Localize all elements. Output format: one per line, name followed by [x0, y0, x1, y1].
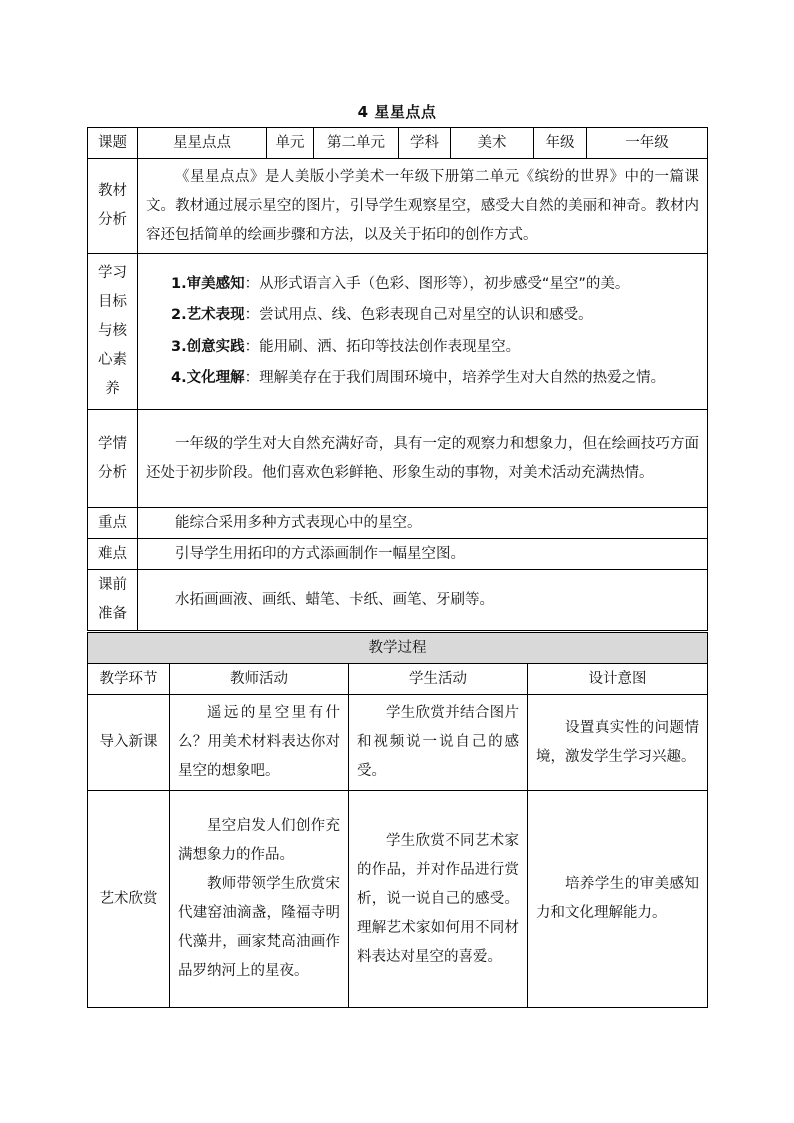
stage-cell: 艺术欣赏: [88, 791, 170, 1008]
teacher-activity: 星空启发人们创作充满想象力的作品。 教师带领学生欣赏宋代建窑油滴盏，隆福寺明代藻井，画家梵高油画作品罗纳河上的星夜。: [170, 791, 349, 1008]
goal-item: 2.艺术表现：尝试用点、线、色彩表现自己对星空的认识和感受。: [171, 307, 593, 323]
learners-label: 学情 分析: [88, 410, 138, 508]
page-title: 4 星星点点: [357, 103, 437, 121]
process-table: [87, 632, 708, 1008]
unit-value: 第二单元: [314, 128, 399, 159]
table-row: [88, 695, 708, 791]
prep-text: 水拓画画液、画纸、蜡笔、卡纸、画笔、牙刷等。: [138, 570, 708, 631]
topic-value: 星星点点: [138, 128, 267, 159]
process-header: 教学过程: [88, 633, 708, 664]
design-intent: 培养学生的审美感知力和文化理解能力。: [528, 791, 708, 1008]
grade-value: 一年级: [587, 128, 708, 159]
goals-list: [138, 254, 708, 410]
column-header: 学生活动: [349, 664, 528, 695]
design-intent: 设置真实性的问题情境，激发学生学习兴趣。: [528, 695, 708, 791]
goal-item: 3.创意实践：能用刷、洒、拓印等技法创作表现星空。: [171, 338, 521, 355]
student-activity: 学生欣赏不同艺术家的作品，并对作品进行赏析，说一说自己的感受。理解艺术家如何用不同材料表达对星空的喜爱。: [349, 791, 528, 1008]
stage-cell: 导入新课: [88, 695, 170, 791]
goals-label: 学习 目标 与核 心素 养: [88, 254, 138, 410]
goal-item: 4.文化理解：理解美存在于我们周围环境中，培养学生对大自然的热爱之情。: [171, 370, 666, 386]
subject-value: 美术: [451, 128, 534, 159]
analysis-label: 教材 分析: [88, 159, 138, 254]
goal-item: 1.审美感知：从形式语言入手（色彩、图形等），初步感受“星空”的美。: [171, 275, 630, 292]
topic-label: 课题: [88, 128, 138, 159]
prep-label: 课前 准备: [88, 570, 138, 631]
column-header: 教学环节: [88, 664, 170, 695]
difficulty-label: 难点: [88, 539, 138, 570]
key-point-text: 能综合采用多种方式表现心中的星空。: [138, 508, 708, 539]
column-header: 教师活动: [170, 664, 349, 695]
learners-text: 一年级的学生对大自然充满好奇，具有一定的观察力和想象力，但在绘画技巧方面还处于初步阶段。他们喜欢色彩鲜艳、形象生动的事物，对美术活动充满热情。: [138, 410, 708, 508]
table-row: [88, 791, 708, 1008]
subject-label: 学科: [399, 128, 451, 159]
unit-label: 单元: [267, 128, 314, 159]
analysis-text: 《星星点点》是人美版小学美术一年级下册第二单元《缤纷的世界》中的一篇课文。教材通过展示星空的图片，引导学生观察星空，感受大自然的美丽和神奇。教材内容还包括简单的绘画步骤和方法，以及关于拓印的创作方式。: [138, 159, 708, 254]
key-point-label: 重点: [88, 508, 138, 539]
lesson-info-table: [87, 127, 708, 631]
grade-label: 年级: [534, 128, 587, 159]
student-activity: 学生欣赏并结合图片和视频说一说自己的感受。: [349, 695, 528, 791]
difficulty-text: 引导学生用拓印的方式添画制作一幅星空图。: [138, 539, 708, 570]
teacher-activity: 遥远的星空里有什么？用美术材料表达你对星空的想象吧。: [170, 695, 349, 791]
column-header: 设计意图: [528, 664, 708, 695]
